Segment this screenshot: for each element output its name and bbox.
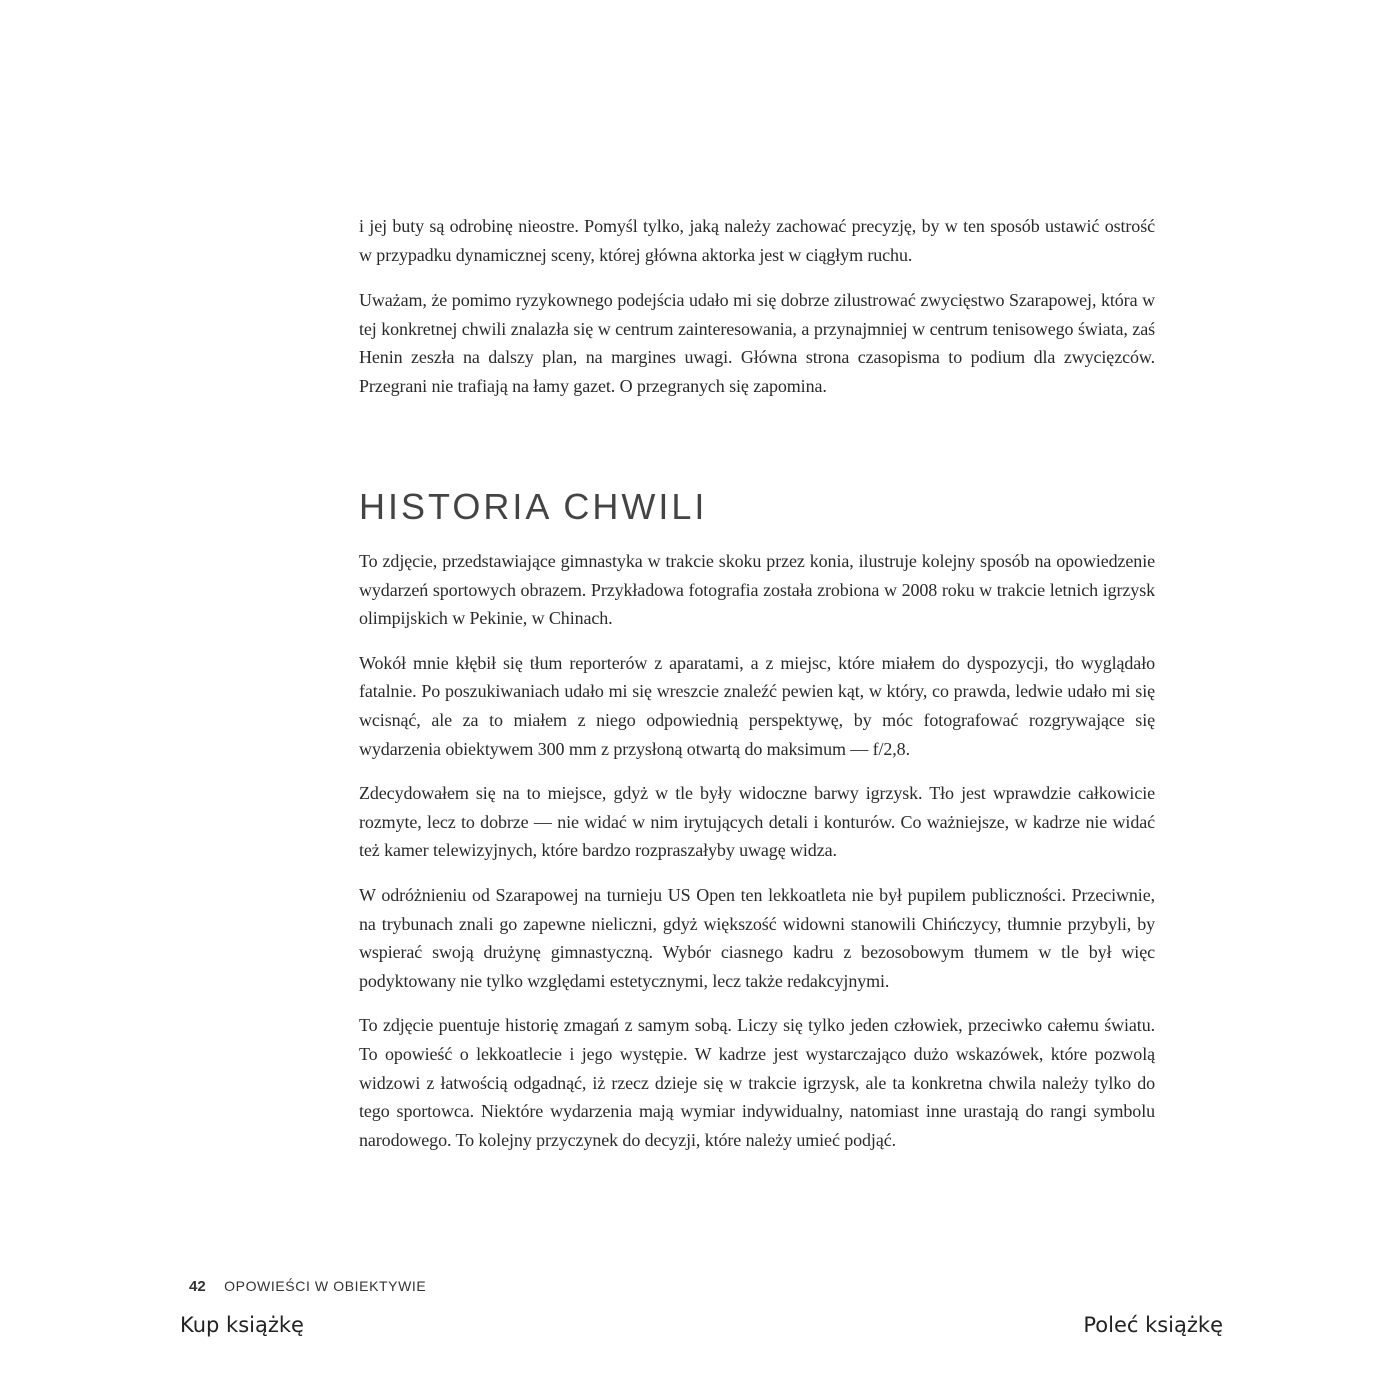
paragraph: W odróżnieniu od Szarapowej na turnieju US Open ten lekkoatleta nie był pupilem publiczności. Przeciwnie, na trybunach znali go zapewne nieliczni, gdyż większość widowni stanowili Chińczycy, tłumnie przybyli, by wspierać swoją drużynę gimnastyczną. Wybór ciasnego kadru z bezosobowym tłumem w tle był więc podyktowany nie tylko względami estetycznymi, lecz także redakcyjnymi. (359, 884, 1155, 991)
running-title: OPOWIEŚCI W OBIEKTYWIE (224, 1278, 427, 1294)
paragraph: To zdjęcie puentuje historię zmagań z samym sobą. Liczy się tylko jeden człowiek, przeciwko całemu światu. To opowieść o lekkoatlecie i jego występie. W kadrze jest wystarczająco dużo wskazówek, które pozwolą widzowi z łatwością odgadnąć, iż rzecz dzieje się w trakcie igrzysk, ale ta konkretna chwila należy tylko do tego sportowca. Niektóre wydarzenia mają wymiar indywidualny, natomiast inne urastają do rangi symbolu narodowego. To kolejny przyczynek do decyzji, które należy umieć podjąć. (359, 1015, 1155, 1150)
top-text-block (359, 212, 1155, 401)
recommend-book-link[interactable]: Poleć książkę (1083, 1313, 1223, 1337)
paragraph: Uważam, że pomimo ryzykownego podejścia udało mi się dobrze zilustrować zwycięstwo Szarapowej, która w tej konkretnej chwili znalazła się w centrum zainteresowania, a przynajmniej w centrum tenisowego świata, zaś Henin zeszła na dalszy plan, na margines uwagi. Główna strona czasopisma to podium dla zwycięzców. Przegrani nie trafiają na łamy gazet. O przegranych się zapomina. (359, 290, 1155, 396)
buy-book-link[interactable]: Kup książkę (180, 1313, 304, 1337)
paragraph: i jej buty są odrobinę nieostre. Pomyśl tylko, jaką należy zachować precyzję, by w ten sposób ustawić ostrość w przypadku dynamicznej sceny, której główna aktorka jest w ciągłym ruchu. (359, 216, 1155, 265)
section-text-block (359, 547, 1155, 1154)
paragraph: Wokół mnie kłębił się tłum reporterów z aparatami, a z miejsc, które miałem do dyspozycji, tło wyglądało fatalnie. Po poszukiwaniach udało mi się wreszcie znaleźć pewien kąt, w który, co prawda, ledwie udało mi się wcisnąć, ale za to miałem z niego odpowiednią perspektywę, by móc fotografować rozgrywające się wydarzenia obiektywem 300 mm z przysłoną otwartą do maksimum — f/2,8. (359, 652, 1155, 759)
page-number: 42 (189, 1278, 206, 1295)
section-heading: HISTORIA CHWILI (359, 486, 708, 527)
page-footer (189, 1278, 426, 1296)
paragraph: To zdjęcie, przedstawiające gimnastyka w trakcie skoku przez konia, ilustruje kolejny sposób na opowiedzenie wydarzeń sportowych obrazem. Przykładowa fotografia została zrobiona w 2008 roku w trakcie letnich igrzysk olimpijskich w Pekinie, w Chinach. (359, 551, 1155, 629)
paragraph: Zdecydowałem się na to miejsce, gdyż w tle były widoczne barwy igrzysk. Tło jest wprawdzie całkowicie rozmyte, lecz to dobrze — nie widać w nim irytujących detali i konturów. Co ważniejsze, w kadrze nie widać też kamer telewizyjnych, które bardzo rozpraszałyby uwagę widza. (359, 783, 1155, 861)
